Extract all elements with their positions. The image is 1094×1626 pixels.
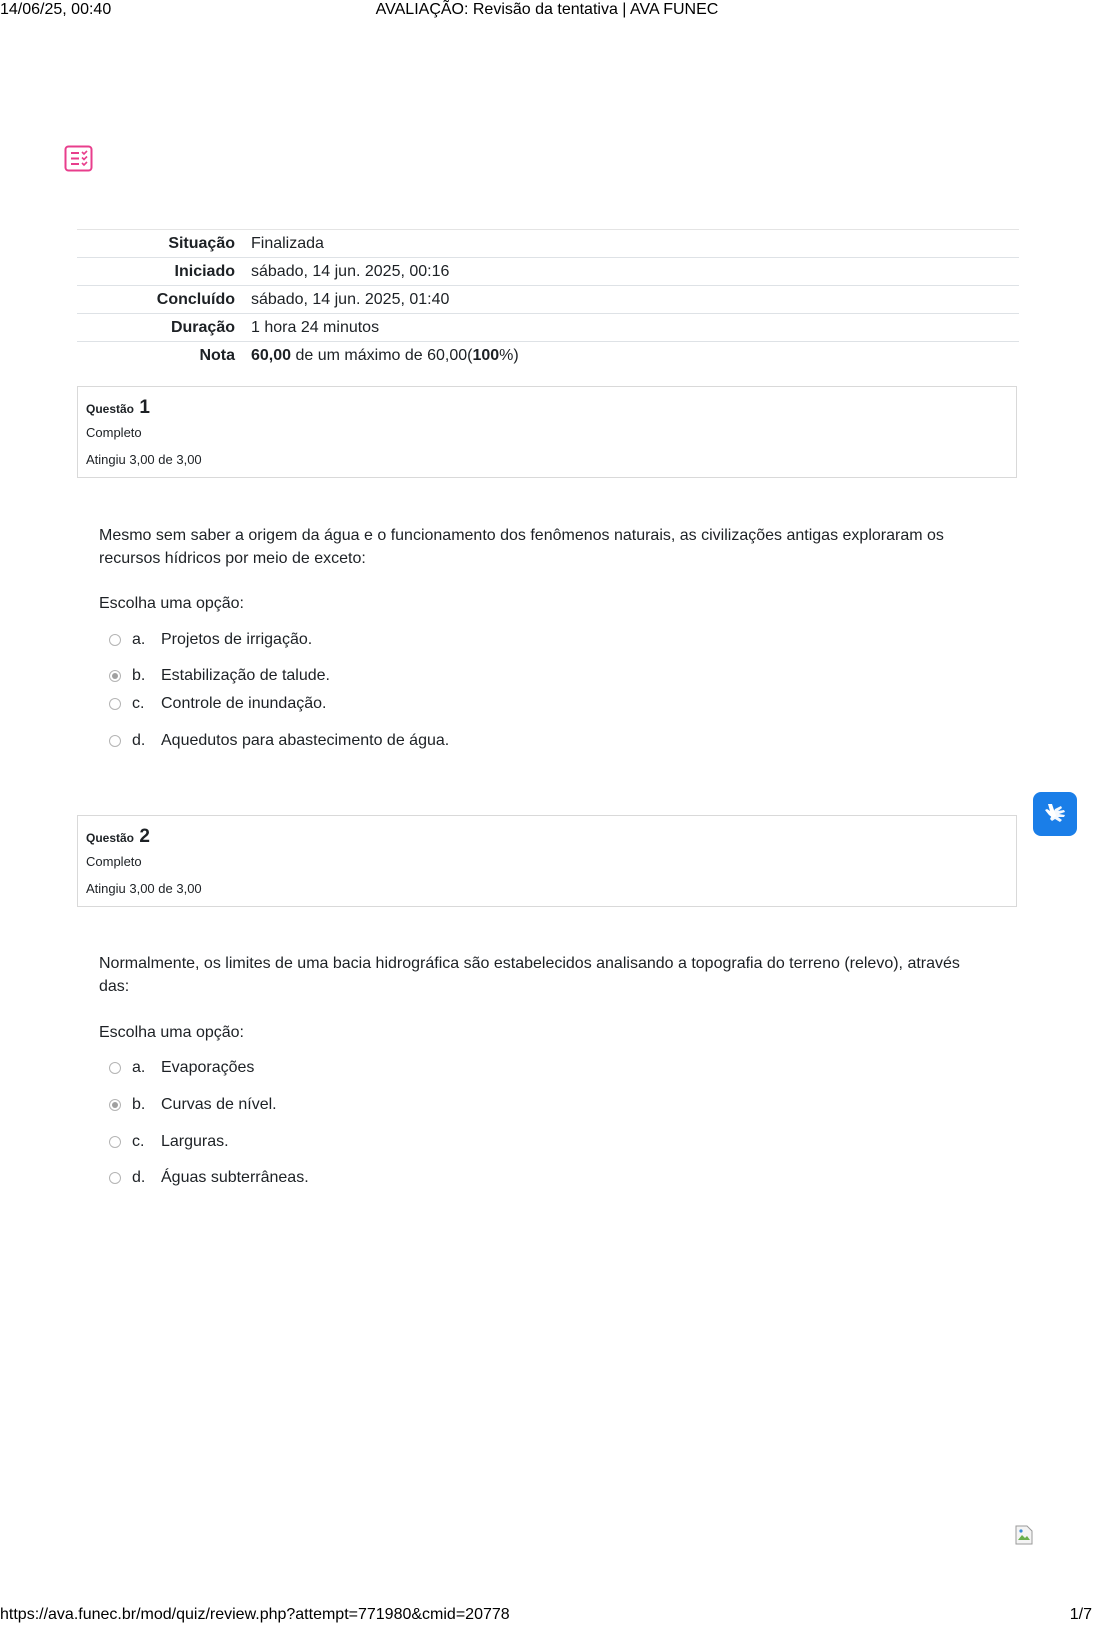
summary-label: Situação <box>168 234 235 252</box>
radio-button[interactable] <box>109 1172 121 1184</box>
sign-language-hands-icon <box>1041 800 1069 828</box>
question-prompt: Mesmo sem saber a origem da água e o funcionamento dos fenômenos naturais, as civilizações antigas exploraram os recursos hídricos por meio de exceto: <box>99 527 944 567</box>
summary-row-started <box>77 258 1019 286</box>
question-state: Completo <box>86 425 142 440</box>
summary-row-grade <box>77 342 1019 370</box>
print-datetime: 14/06/25, 00:40 <box>0 1 112 18</box>
answer-text: Curvas de nível. <box>161 1096 277 1113</box>
question-number <box>86 826 1008 848</box>
answer-text: Projetos de irrigação. <box>161 631 313 648</box>
grade-value <box>251 342 1019 370</box>
answer-option-a[interactable] <box>109 629 312 651</box>
summary-row-completed <box>77 286 1019 314</box>
question-2-info <box>77 815 1017 907</box>
answer-text: Controle de inundação. <box>161 695 327 712</box>
grade-suffix: %) <box>499 346 519 364</box>
attempt-summary-table <box>77 229 1019 369</box>
answer-letter: b. <box>132 667 146 684</box>
summary-value: sábado, 14 jun. 2025, 01:40 <box>251 290 450 308</box>
answer-text: Evaporações <box>161 1059 255 1076</box>
answer-letter: a. <box>132 1059 146 1076</box>
radio-button[interactable] <box>109 698 121 710</box>
summary-row-duration <box>77 314 1019 342</box>
answer-text: Estabilização de talude. <box>161 667 330 684</box>
answer-text: Águas subterrâneas. <box>161 1169 309 1186</box>
answer-option-b[interactable] <box>109 1094 277 1116</box>
print-page-number: 1/7 <box>1069 1606 1092 1623</box>
radio-button-selected[interactable] <box>109 1099 121 1111</box>
quiz-list-icon <box>64 145 94 173</box>
answer-text: Aquedutos para abastecimento de água. <box>161 732 450 749</box>
radio-button-selected[interactable] <box>109 670 121 682</box>
question-mark: Atingiu 3,00 de 3,00 <box>86 881 202 896</box>
question-number-value: 1 <box>139 397 150 418</box>
radio-button[interactable] <box>109 1062 121 1074</box>
radio-button[interactable] <box>109 1136 121 1148</box>
question-prompt: Normalmente, os limites de uma bacia hidrográfica são estabelecidos analisando a topografia do terreno (relevo), através das: <box>99 955 960 995</box>
question-1-info <box>77 386 1017 478</box>
summary-value: sábado, 14 jun. 2025, 00:16 <box>251 262 450 280</box>
question-label: Questão <box>86 831 135 845</box>
choose-option-label: Escolha uma opção: <box>99 595 244 612</box>
radio-button[interactable] <box>109 735 121 747</box>
summary-value: Finalizada <box>251 234 324 252</box>
summary-value: 1 hora 24 minutos <box>251 318 380 336</box>
answer-letter: b. <box>132 1096 146 1113</box>
question-2-content <box>99 952 979 998</box>
answer-option-b[interactable] <box>109 665 330 687</box>
answer-letter: a. <box>132 631 146 648</box>
answer-letter: c. <box>132 695 145 712</box>
question-number <box>86 397 1008 419</box>
answer-letter: c. <box>132 1133 145 1150</box>
question-1-content <box>99 524 979 570</box>
radio-button[interactable] <box>109 634 121 646</box>
answer-option-c[interactable] <box>109 1131 229 1153</box>
print-url: https://ava.funec.br/mod/quiz/review.php?attempt=771980&cmid=20778 <box>0 1606 510 1623</box>
answer-letter: d. <box>132 732 146 749</box>
summary-label: Iniciado <box>174 262 235 280</box>
question-label: Questão <box>86 402 135 416</box>
choose-option-label: Escolha uma opção: <box>99 1024 244 1041</box>
answer-option-a[interactable] <box>109 1057 254 1079</box>
broken-image-icon <box>1015 1525 1033 1545</box>
summary-label: Concluído <box>156 290 235 308</box>
grade-text: de um máximo de 60,00( <box>291 346 473 364</box>
question-number-value: 2 <box>139 826 150 847</box>
summary-label: Duração <box>170 318 235 336</box>
question-mark: Atingiu 3,00 de 3,00 <box>86 452 202 467</box>
vlibras-accessibility-button[interactable] <box>1033 792 1077 836</box>
summary-row-state <box>77 230 1019 258</box>
answer-text: Larguras. <box>161 1133 229 1150</box>
answer-option-c[interactable] <box>109 693 326 715</box>
answer-option-d[interactable] <box>109 1167 309 1189</box>
answer-option-d[interactable] <box>109 730 449 752</box>
answer-letter: d. <box>132 1169 146 1186</box>
grade-percent: 100 <box>472 346 500 364</box>
question-state: Completo <box>86 854 142 869</box>
print-page-title: AVALIAÇÃO: Revisão da tentativa | AVA FUNEC <box>375 1 719 18</box>
grade-label: Nota <box>199 346 235 364</box>
grade-score: 60,00 <box>251 346 292 364</box>
